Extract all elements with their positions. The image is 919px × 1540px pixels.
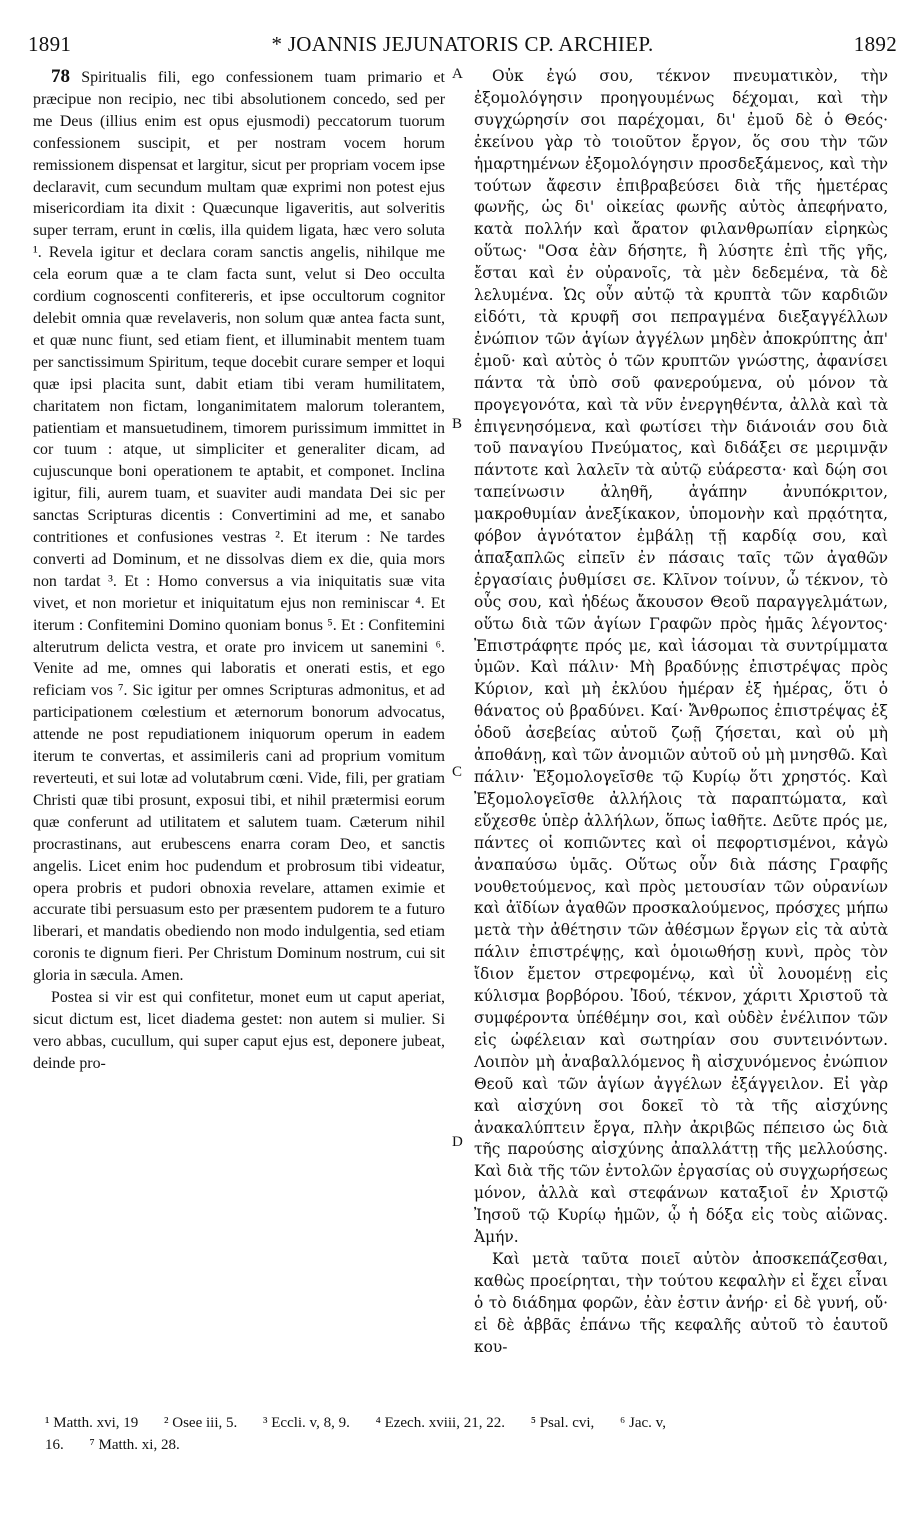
footnote-5: ⁵ Psal. cvi,	[530, 1415, 595, 1431]
running-title: * JOANNIS JEJUNATORIS CP. ARCHIEP.	[271, 32, 654, 56]
greek-paragraph-1	[474, 66, 888, 1249]
margin-letter-a: A	[452, 66, 463, 82]
greek-paragraph-2	[474, 1249, 888, 1359]
running-header	[28, 32, 897, 58]
latin-paragraph-2	[33, 987, 445, 1075]
footnote-4: ⁴ Ezech. xviii, 21, 22.	[375, 1415, 505, 1431]
latin-text-1: Spiritualis fili, ego confessionem tuam primario et præcipue non recipio, nec tibi absolutionem concedo, sed per me Deus (illius enim est opus ejusmodi) peccatorum tuorum confessionem suscipit, et per nostram vocem horum remissionem dispensat et largitur, sicut per propriam vocem ipse declaravit, cum secundum multam quæ exprimi non potest ejus misericordiam ita dixit : Quæcunque ligaveritis, aut solveritis super terram, erunt in cœlis, illa quidem ligata, hæc vero soluta ¹. Revela igitur et declara coram sanctis angelis, nihilque me cela eorum quæ a te clam facta sunt, velut si Deo occulta cordium cognoscenti confitereris, et ipse occultorum cognitor delebit omnia quæ revelaveris, non solum quæ antea facta sunt, et quæ nunc fiunt, sed etiam fient, et illuminabit mentem tuam per sanctissimum Spiritum, teque docebit curare semper et loqui quæ ipsi placita sunt, dabit etiam tibi veram humilitatem, charitatem non fictam, longanimitatem malorum tolerantem, patientiam et mansuetudinem, timorem purissimum immittet in cor tuum : atque, ut simpliciter et generaliter dicam, ad cujuscunque boni operationem te aptabit, et componet. Inclina igitur, fili, aurem tuam, et suaviter audi mandata Dei sic per sanctas Scripturas dicentis : Convertimini ad me, et sanabo contritiones et confusiones vestras ². Et iterum : Ne tardes converti ad Dominum, et ne dissolvas diem ex die, quia mors non tardat ³. Et : Homo conversus a via iniquitatis suæ vita vivet, et non morietur et iniquitatum ejus non reminiscar ⁴. Et iterum : Confitemini Domino quoniam bonus ⁵. Et : Confitemini alterutrum delicta vestra, et orate pro invicem ut sanemini ⁶. Venite ad me, omnes qui laboratis et onerati estis, et ego reficiam vos ⁷. Sic igitur per omnes Scripturas admonitus, et ad participationem cœlestium et æternorum bonorum advocatus, attende ne post repudiationem iniquorum operum in eadem iterum te convertas, et assimileris cani ad proprium vomitum reverteuti, et sui lotæ ad volutabrum cœni. Vide, fili, per gratiam Christi quæ tibi prosunt, exposui tibi, et nihil prætermisi eorum quæ conferunt ad utilitatem et salutem tuam. Cæterum nihil procrastinans, aut erubescens enarra coram Deo, et sanctis angelis. Licet enim hoc pudendum et probrosum tibi videatur, opera probris et pudori obnoxia revelare, attamen eximie et accurate tibi persuasum esto per præsentem pudorem te a futuro liberari, et mandatis obediendo non modo indulgentia, sed etiam coronis te dignum fieri. Per Christum Dominum nostrum, cui sit gloria in sæcula. Amen.	[33, 69, 445, 985]
section-number: 78	[51, 66, 70, 87]
greek-column	[474, 66, 888, 1358]
footnote-7: ⁷ Matth. xi, 28.	[89, 1437, 180, 1453]
page-number-right: 1892	[853, 32, 897, 56]
margin-letter-c: C	[452, 764, 463, 780]
latin-column	[33, 66, 445, 1075]
latin-paragraph-1	[33, 66, 445, 987]
margin-letter-b: B	[452, 416, 463, 432]
footnotes	[45, 1412, 895, 1456]
footnote-6-cont: 16.	[45, 1437, 64, 1453]
footnote-1: ¹ Matth. xvi, 19	[45, 1415, 139, 1431]
footnote-2: ² Osee iii, 5.	[164, 1415, 238, 1431]
greek-text-1: Οὐκ ἐγώ σου, τέκνον πνευματικὸν, τὴν ἐξομολόγησιν προηγουμένως δέχομαι, καὶ τὴν συγχώρησίν σοι παρέχομαι, δι' ἐμοῦ δὲ ὁ Θεός· ἐκείνου γὰρ τὸ τοιοῦτον ἔργον, ὅς σου τὴν τῶν ἡμαρτημένων ἐξομολόγησιν προσδεξάμενος, καὶ τὴν τούτων ἄφεσιν ἐπιβραβεύσει διὰ τῆς ἡμετέρας φωνῆς, ὡς δι' οἰκείας φωνῆς αὐτὸς ἀπεφήνατο, κατὰ πολλήν καὶ ἄρατον φιλανθρωπίαν εἰρηκὼς οὕτως· "Οσα ἐὰν δήσητε, ἢ λύσητε ἐπὶ τῆς γῆς, ἔσται καὶ ἐν οὐρανοῖς, τὰ μὲν δεδεμένα, τὰ δὲ λελυμένα. Ὡς οὖν αὐτῷ τὰ κρυπτὰ τῶν καρδιῶν εἰδότι, τὰ κρυφῆ σοι πεπραγμένα διεξαγγέλλων ἐνώπιον τῶν ἁγίων ἀγγέλων μηδὲν ἀποκρύπτης ἀπ' ἐμοῦ· καὶ αὐτὸς ὁ τῶν κρυπτῶν γνώστης, ἀφανίσει πάντα τὰ ὑπὸ σοῦ φανερούμενα, οὐ μόνον τὰ προγεγονότα, καὶ τὰ νῦν ἐνεργηθέντα, ἀλλὰ καὶ τὰ ἐπιγενησόμενα, καὶ φωτίσει τὴν διάνοιάν σου διὰ τοῦ παναγίου Πνεύματος, καὶ διδάξει σε μεριμνᾷν πάντοτε καὶ λαλεῖν τὰ αὐτῷ εὐάρεστα· καὶ δῴη σοι ταπείνωσιν ἀληθῆ, ἀγάπην ἀνυπόκριτον, μακροθυμίαν ἀνεξίκακον, ὑπομονὴν καὶ πρᾳότητα, φόβον ἁγνότατον ἐμβάλῃ τῇ καρδίᾳ σου, καὶ ἁπαξαπλῶς εἰπεῖν ἐν πάσαις ταῖς τῶν ἀγαθῶν ἐργασίαις ῥυθμίσει σε. Κλῖνον τοίνυν, ὦ τέκνον, τὸ οὖς σου, καὶ ἡδέως ἄκουσον Θεοῦ παραγγελμάτων, οὕτω διὰ τῶν ἁγίων Γραφῶν πρὸς ἡμᾶς λέγοντος· Ἐπιστράφητε πρός με, καὶ ἰάσομαι τὰ συντρίμματα ὑμῶν. Καὶ πάλιν· Μὴ βραδύνῃς ἐπιστρέψας πρὸς Κύριον, καὶ μὴ ἐκλύου ἡμέραν ἐξ ἡμέρας, ὅτι ὁ θάνατος οὐ βραδύνει. Καί· Ἄνθρωπος ἐπιστρέψας ἐξ ὁδοῦ ἀσεβείας αὐτοῦ ζωῇ ζήσεται, καὶ οὐ μὴ ἀποθάνῃ, καὶ τῶν ἀνομιῶν αὐτοῦ οὐ μὴ μνησθῶ. Καὶ πάλιν· Ἐξομολογεῖσθε τῷ Κυρίῳ ὅτι χρηστός. Καὶ Ἐξομολογεῖσθε ἀλλήλοις τὰ παραπτώματα, καὶ εὔχεσθε ὑπὲρ ἀλλήλων, ὅπως ἰαθῆτε. Δεῦτε πρός με, πάντες οἱ κοπιῶντες καὶ οἱ πεφορτισμένοι, κἀγὼ ἀναπαύσω ὑμᾶς. Οὕτως οὖν διὰ πάσης Γραφῆς νουθετούμενος, καὶ πρὸς μετουσίαν τῶν οὐρανίων καὶ ἀϊδίων ἀγαθῶν προσκαλούμενος, πρόσχες μήπω μετὰ τὴν ἀθέτησιν τῶν ἀθέσμων ἔργων εἰς τὰ αὐτὰ πάλιν ἐπιστρέψῃς, καὶ ὁμοιωθήσῃ κυνὶ, πρὸς τὸν ἴδιον ἔμετον στρεφομένῳ, καὶ ὑῒ λουομένῃ εἰς κύλισμα βορβόρου. Ἰδού, τέκνον, χάριτι Χριστοῦ τὰ συμφέροντα ὑπέθέμην σοι, καὶ οὐδὲν ἐνέλιπον τῶν εἰς ὠφέλειαν καὶ σωτηρίαν σου συντεινόντων. Λοιπὸν μὴ ἀναβαλλόμενος ἢ αἰσχυνόμενος ἐνώπιον Θεοῦ καὶ τῶν ἁγίων ἀγγέλων ἐξάγγειλον. Εἰ γὰρ καὶ αἰσχύνη σοι δοκεῖ τὸ τὰ τῆς αἰσχύνης ἀνακαλύπτειν ἔργα, πλὴν ἀκριβῶς πέπεισο ὡς διὰ τῆς παρούσης αἰσχύνης ἀπαλλάττῃ τῆς μελλούσης. Καὶ διὰ τῆς τῶν ἐντολῶν ἐργασίας οὐ συγχωρήσεως μόνον, ἀλλὰ καὶ στεφάνων καταξιοῖ ἐν Χριστῷ Ἰησοῦ τῷ Κυρίῳ ἡμῶν, ᾧ ἡ δόξα εἰς τοὺς αἰῶνας. Ἀμήν.	[474, 67, 888, 1247]
margin-letter-d: D	[452, 1134, 463, 1150]
footnote-3: ³ Eccli. v, 8, 9.	[263, 1415, 350, 1431]
page-number-left: 1891	[28, 32, 72, 56]
greek-text-2: Καὶ μετὰ ταῦτα ποιεῖ αὐτὸν ἀποσκεπάζεσθαι, καθὼς προείρηται, τὴν τούτου κεφαλὴν εἰ ἔχει εἶναι ὁ τὸ διάδημα φορῶν, ἐὰν ἐστιν ἀνήρ· εἰ δὲ γυνή, οὔ· εἰ δὲ ἀββᾶς ἐπάνω τῆς κεφαλῆς αὐτοῦ τὸ ἑαυτοῦ κου-	[474, 1249, 888, 1356]
latin-text-2: Postea si vir est qui confitetur, monet eum ut caput aperiat, sicut dictum est, licet diadema gestet: non autem si mulier. Si vero abbas, cucullum, qui super caput ejus est, deponere jubeat, deinde pro-	[33, 989, 445, 1072]
footnote-6: ⁶ Jac. v,	[620, 1415, 666, 1431]
